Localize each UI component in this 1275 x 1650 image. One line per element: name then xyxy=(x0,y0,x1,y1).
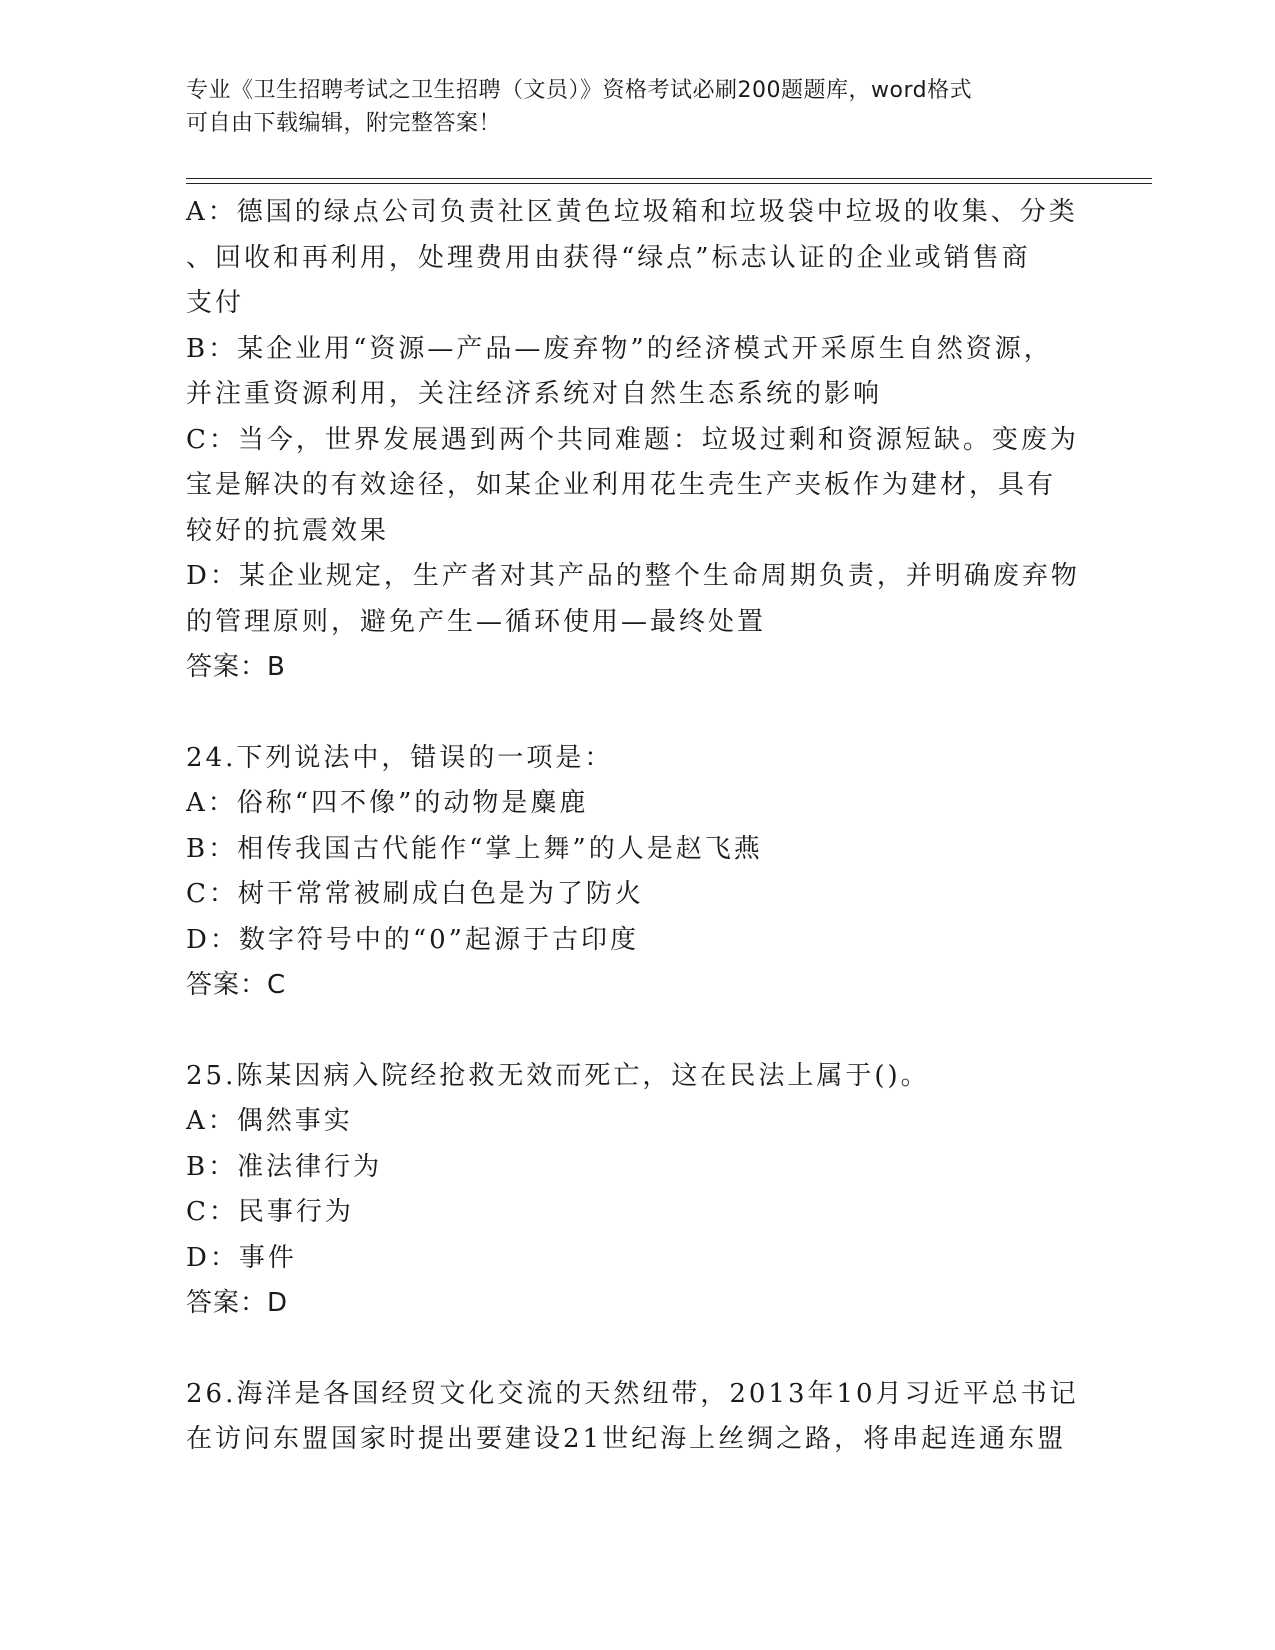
q23-option-a-line-1: A：德国的绿点公司负责社区黄色垃圾箱和垃圾袋中垃圾的收集、分类 xyxy=(186,197,1078,227)
question-26-block xyxy=(186,1372,1086,1463)
header-divider-top xyxy=(186,178,1152,179)
q24-option-d: D：数字符号中的“0”起源于古印度 xyxy=(186,924,639,955)
q26-stem-line-1: 26.海洋是各国经贸文化交流的天然纽带，2013年10月习近平总书记 xyxy=(186,1378,1079,1409)
q24-option-b: B：相传我国古代能作“掌上舞”的人是赵飞燕 xyxy=(186,833,763,864)
q23-option-c-line-3: 较好的抗震效果 xyxy=(186,515,390,546)
header-line-2: 可自由下载编辑，附完整答案！ xyxy=(186,111,502,136)
page-header xyxy=(186,74,1066,140)
q23-option-c-line-1: C：当今，世界发展遇到两个共同难题：垃圾过剩和资源短缺。变废为 xyxy=(186,424,1079,455)
q25-option-c: C：民事行为 xyxy=(186,1197,354,1227)
q24-stem: 24.下列说法中，错误的一项是： xyxy=(186,742,614,773)
q24-answer: 答案：C xyxy=(186,970,287,1000)
spacer xyxy=(186,1009,1086,1054)
q25-option-b: B：准法律行为 xyxy=(186,1151,383,1182)
q23-option-b-line-2: 并注重资源利用，关注经济系统对自然生态系统的影响 xyxy=(186,379,883,409)
question-24-block xyxy=(186,736,1086,1009)
header-line-1: 专业《卫生招聘考试之卫生招聘（文员）》资格考试必刷200题题库，word格式 xyxy=(186,78,973,103)
q26-stem-line-2: 在访问东盟国家时提出要建设21世纪海上丝绸之路，将串起连通东盟 xyxy=(186,1424,1067,1454)
q25-answer: 答案：D xyxy=(186,1288,289,1318)
question-25-block xyxy=(186,1054,1086,1327)
question-content xyxy=(186,190,1086,1463)
q23-option-b-line-1: B：某企业用“资源—产品—废弃物”的经济模式开采原生自然资源， xyxy=(186,333,1053,364)
spacer xyxy=(186,691,1086,736)
header-divider-bottom xyxy=(186,183,1152,184)
q23-option-c-line-2: 宝是解决的有效途径，如某企业利用花生壳生产夹板作为建材，具有 xyxy=(186,470,1057,500)
q25-stem: 25.陈某因病入院经抢救无效而死亡，这在民法上属于()。 xyxy=(186,1060,930,1091)
q25-option-d: D：事件 xyxy=(186,1242,297,1273)
q23-option-a-line-2: 、回收和再利用，处理费用由获得“绿点”标志认证的企业或销售商 xyxy=(186,242,1031,273)
q23-option-d-line-1: D：某企业规定，生产者对其产品的整个生命周期负责，并明确废弃物 xyxy=(186,561,1080,591)
q23-answer: 答案：B xyxy=(186,652,286,682)
q24-option-a: A：俗称“四不像”的动物是麋鹿 xyxy=(186,788,589,818)
q25-option-a: A：偶然事实 xyxy=(186,1106,353,1136)
q24-option-c: C：树干常常被刷成白色是为了防火 xyxy=(186,879,644,909)
question-23-block xyxy=(186,190,1086,691)
q23-option-d-line-2: 的管理原则，避免产生—循环使用—最终处置 xyxy=(186,606,767,637)
spacer xyxy=(186,1327,1086,1372)
q23-option-a-line-3: 支付 xyxy=(186,288,245,318)
